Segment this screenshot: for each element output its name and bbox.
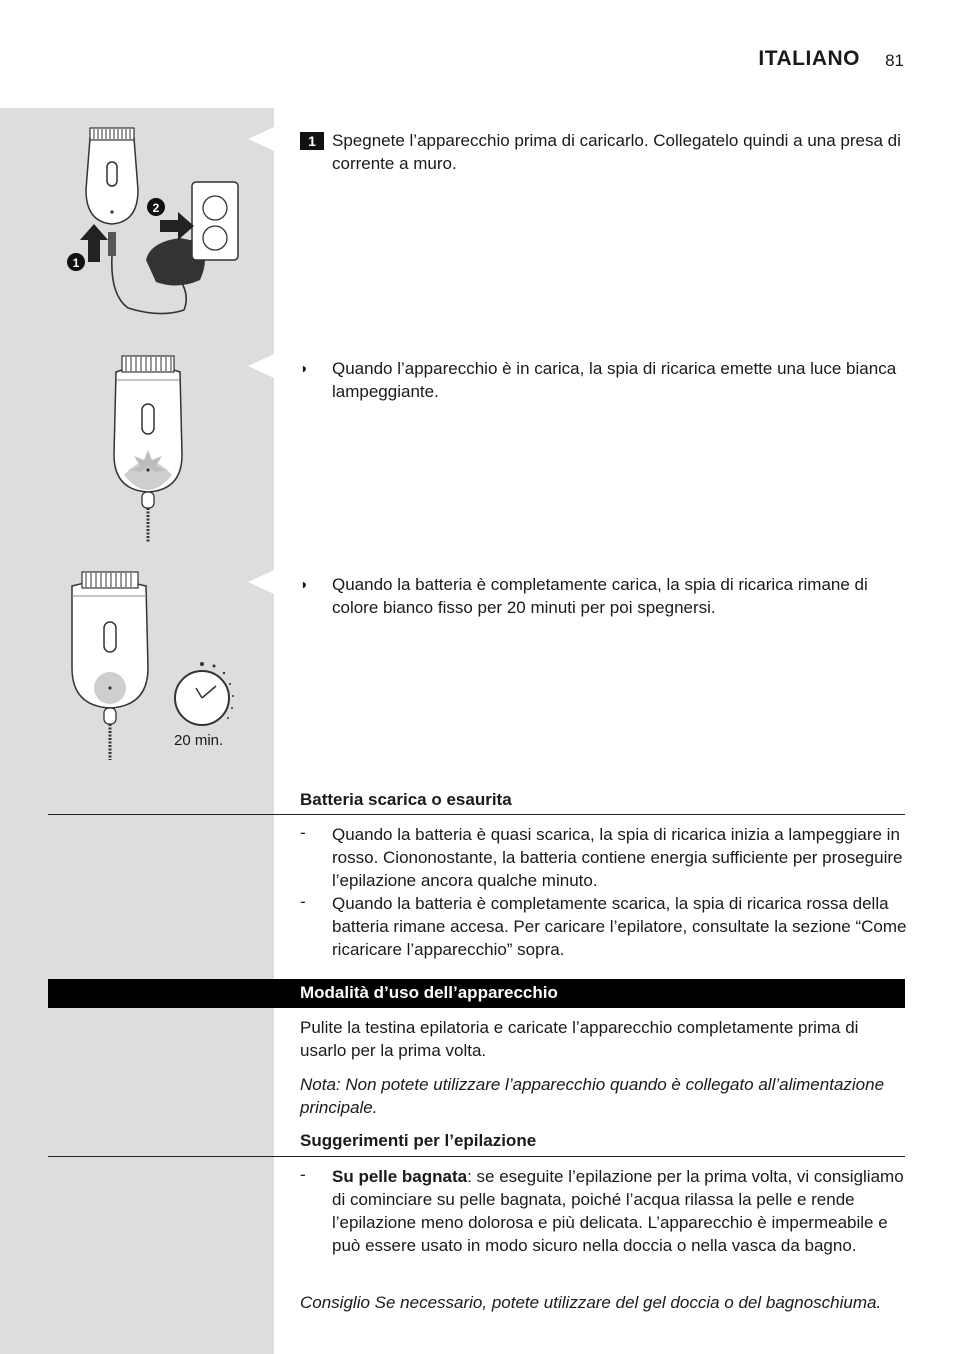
figure-pointer	[248, 570, 274, 594]
section-divider	[48, 814, 905, 815]
section-heading-low-battery: Batteria scarica o esaurita	[300, 790, 512, 809]
charging-illustration	[60, 120, 250, 325]
section-heading-tips: Suggerimenti per l’epilazione	[300, 1131, 537, 1150]
tips-item-text: : se eseguite l’epilazione per la prima volta, vi consigliamo di cominciare su pelle bagnata, poiché l’acqua rilassa la pelle e rende l’epilazione meno dolorosa e più delicata. L’apparecchio è impermeabile e può essere usato in modo sicuro nella doccia o nella vasca da bagno.	[332, 1167, 904, 1255]
flashing-light-illustration	[100, 350, 200, 545]
timer-label	[174, 729, 223, 752]
bullet-1-text: Quando l’apparecchio è in carica, la spia di ricarica emette una luce bianca lampeggiante.	[332, 359, 897, 401]
page-number: 81	[885, 51, 904, 70]
timer-unit: min.	[194, 732, 224, 749]
tips-list-item	[332, 1165, 907, 1257]
tips-advice-text: Consiglio Se necessario, potete utilizzare del gel doccia o del bagnoschiuma.	[300, 1293, 882, 1312]
figure-pointer	[248, 354, 274, 378]
section-heading-usage: Modalità d’uso dell’apparecchio	[300, 983, 558, 1002]
tips-advice	[300, 1291, 905, 1314]
figure-pointer	[248, 127, 274, 151]
bullet-icon: ◗	[300, 576, 309, 592]
section-divider	[48, 1156, 905, 1157]
dash-icon: -	[300, 892, 306, 911]
bullet-2-text: Quando la batteria è completamente carica, la spia di ricarica rimane di colore bianco fisso per 20 minuti per poi spegnersi.	[332, 575, 868, 617]
dash-icon: -	[300, 823, 306, 842]
language-heading: ITALIANO	[758, 47, 860, 70]
usage-note-text: Nota: Non potete utilizzare l’apparecchio quando è collegato all’alimentazione principale.	[300, 1075, 885, 1117]
callout-1: 1	[72, 256, 80, 270]
usage-intro: Pulite la testina epilatoria e caricate l’apparecchio completamente prima di usarlo per la prima volta.	[300, 1018, 859, 1060]
bullet-icon: ◗	[300, 360, 309, 376]
dash-icon: -	[300, 1165, 306, 1184]
list-item: Quando la batteria è completamente scarica, la spia di ricarica rossa della batteria rimane accesa. Per caricare l’epilatore, consultate la sezione “Come ricaricare l’apparecchio” sopra.	[332, 894, 907, 959]
timer-value: 20	[174, 732, 191, 749]
tips-item-bold: Su pelle bagnata	[332, 1167, 468, 1186]
callout-2: 2	[152, 201, 160, 215]
usage-note	[300, 1073, 905, 1119]
step-1-text: Spegnete l’apparecchio prima di caricarlo. Collegatelo quindi a una presa di corrente a muro.	[332, 131, 901, 173]
list-item: Quando la batteria è quasi scarica, la spia di ricarica inizia a lampeggiare in rosso. Ciononostante, la batteria contiene energia sufficiente per proseguire l’epilazione ancora qualche minuto.	[332, 825, 903, 890]
step-number: 1	[300, 132, 324, 150]
